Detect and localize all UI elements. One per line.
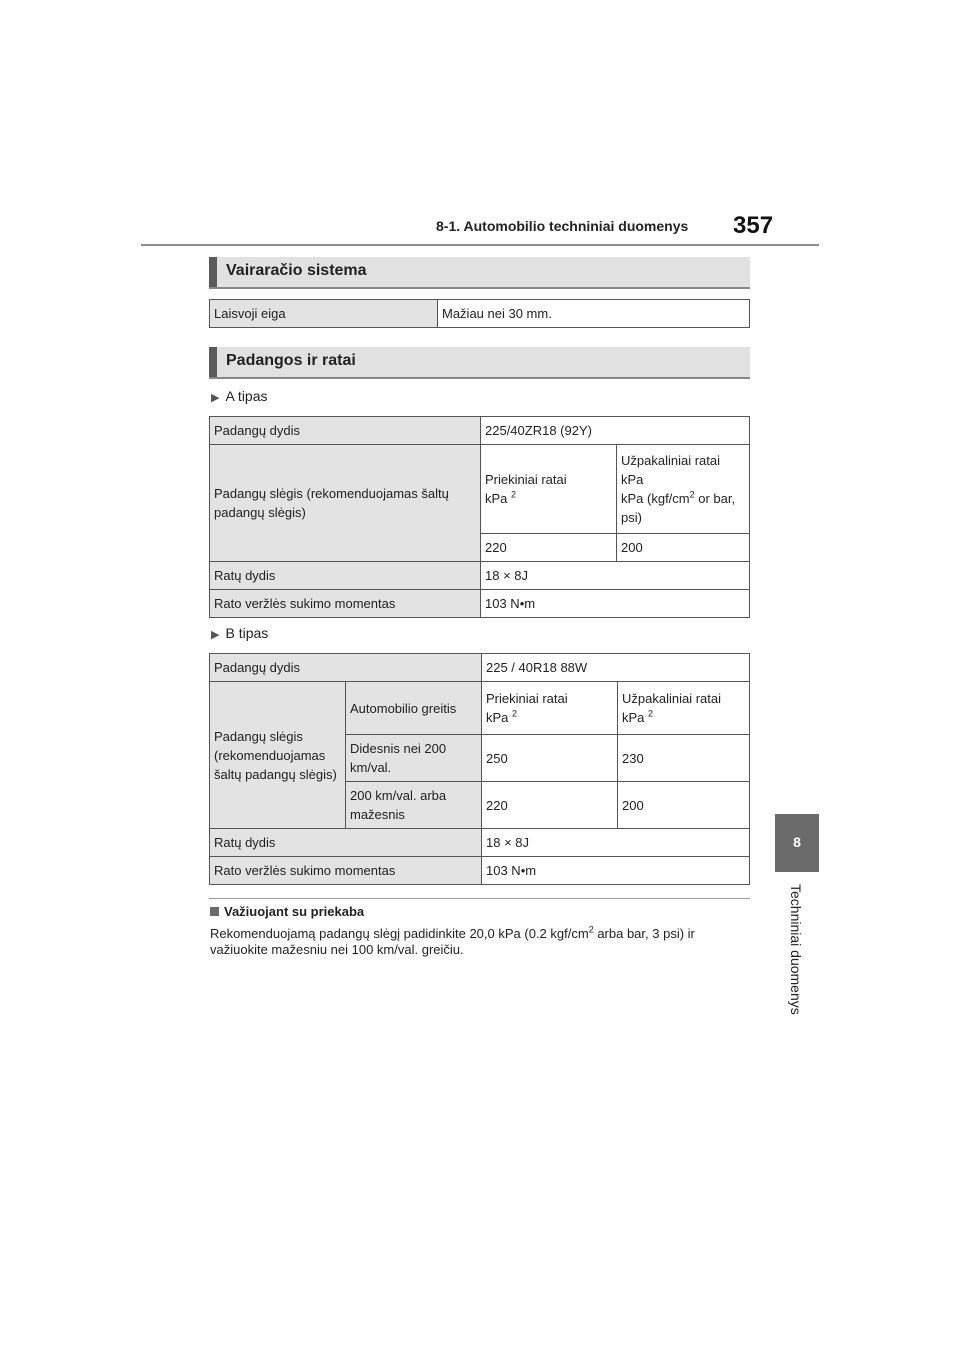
section-heading-tires (209, 347, 750, 379)
table-cell-label: Rato veržlės sukimo momentas (210, 857, 482, 885)
note-divider (209, 898, 750, 899)
table-cell-label: Ratų dydis (210, 562, 481, 590)
section-heading-title: Vairaračio sistema (226, 262, 367, 279)
section-header-title: 8-1. Automobilio techniniai duomenys (436, 218, 689, 234)
front-wheels-label: Priekiniai ratai (485, 472, 567, 487)
chapter-title: Techniniai duomenys (788, 884, 804, 1015)
table-cell-value: 18 × 8J (481, 562, 750, 590)
section-heading-accent (209, 347, 217, 377)
table-cell-label: Padangų slėgis (rekomenduojamas šaltų padangų slėgis) (210, 445, 481, 562)
note-heading (210, 904, 364, 919)
front-wheels-unit: kPa $^2$ (486, 708, 518, 725)
table-row (210, 562, 750, 590)
note-heading-text: Važiuojant su priekaba (224, 904, 365, 919)
subheading-type-b (211, 625, 268, 641)
triangle-bullet-icon: ▶ (211, 392, 220, 404)
chapter-tab (775, 814, 819, 872)
table-row (210, 445, 750, 534)
table-row (210, 857, 750, 885)
table-cell-header (481, 445, 617, 534)
table-cell-value: 103 N•m (482, 857, 750, 885)
table-row (210, 829, 750, 857)
table-cell-value: 230 (618, 735, 750, 782)
chapter-number: 8 (793, 834, 801, 850)
table-row (210, 682, 750, 735)
subheading-label: B tipas (225, 625, 269, 641)
table-cell-label: Padangų dydis (210, 417, 481, 445)
table-cell-value: 200 (617, 534, 750, 562)
table-cell-value: 18 × 8J (482, 829, 750, 857)
rear-wheels-unit-extra: kPa ($kgf/cm^2$ or bar, psi) (621, 489, 736, 525)
front-wheels-label: Priekiniai ratai (486, 691, 568, 706)
table-cell-header (618, 682, 750, 735)
rear-wheels-unit: kPa (621, 472, 644, 487)
rear-wheels-label: Užpakaliniai ratai (621, 453, 720, 468)
table-row (210, 590, 750, 618)
square-bullet-icon (210, 907, 219, 916)
header-divider (141, 244, 819, 246)
table-cell-header (617, 445, 750, 534)
note-paragraph: Rekomenduojamą padangų slėgį padidinkite 20,0 kPa (0.2 kgf/$cm^2$ arba bar, 3 psi) ir važiuokite mažesniu nei 100 km/val. greičiu. (210, 924, 695, 957)
section-heading-title: Padangos ir ratai (226, 352, 356, 369)
table-cell-header: Automobilio greitis (346, 682, 482, 735)
table-row (210, 300, 750, 328)
table-cell-value: 225/40ZR18 (92Y) (481, 417, 750, 445)
table-cell-label: Padangų dydis (210, 654, 482, 682)
steering-table (209, 299, 750, 328)
table-cell-value: 225 / 40R18 88W (482, 654, 750, 682)
table-cell-value: 250 (482, 735, 618, 782)
section-heading-accent (209, 257, 217, 287)
table-cell-label: Ratų dydis (210, 829, 482, 857)
tires-table-type-a (209, 416, 750, 618)
table-cell-value: 200 (618, 782, 750, 829)
table-cell-header (482, 682, 618, 735)
table-cell-value: 220 (481, 534, 617, 562)
front-wheels-unit: kPa $^2$ (485, 489, 517, 506)
table-cell-value: 103 N•m (481, 590, 750, 618)
subheading-type-a (211, 388, 268, 404)
table-cell-label: Padangų slėgis (rekomenduojamas šaltų padangų slėgis) (210, 682, 346, 829)
rear-wheels-unit: kPa $^2$ (622, 708, 654, 725)
chapter-title-vertical (786, 884, 806, 1034)
table-row (210, 654, 750, 682)
table-row (210, 417, 750, 445)
section-heading-steering (209, 257, 750, 289)
table-cell-label: Rato veržlės sukimo momentas (210, 590, 481, 618)
rear-wheels-label: Užpakaliniai ratai (622, 691, 721, 706)
table-cell-value: Mažiau nei 30 mm. (438, 300, 750, 328)
page-number: 357 (733, 212, 774, 239)
table-cell-label: Didesnis nei 200 km/val. (346, 735, 482, 782)
table-cell-label: 200 km/val. arba mažesnis (346, 782, 482, 829)
table-cell-label: Laisvoji eiga (210, 300, 438, 328)
triangle-bullet-icon: ▶ (211, 629, 220, 641)
tires-table-type-b (209, 653, 750, 885)
subheading-label: A tipas (225, 388, 268, 404)
table-cell-value: 220 (482, 782, 618, 829)
